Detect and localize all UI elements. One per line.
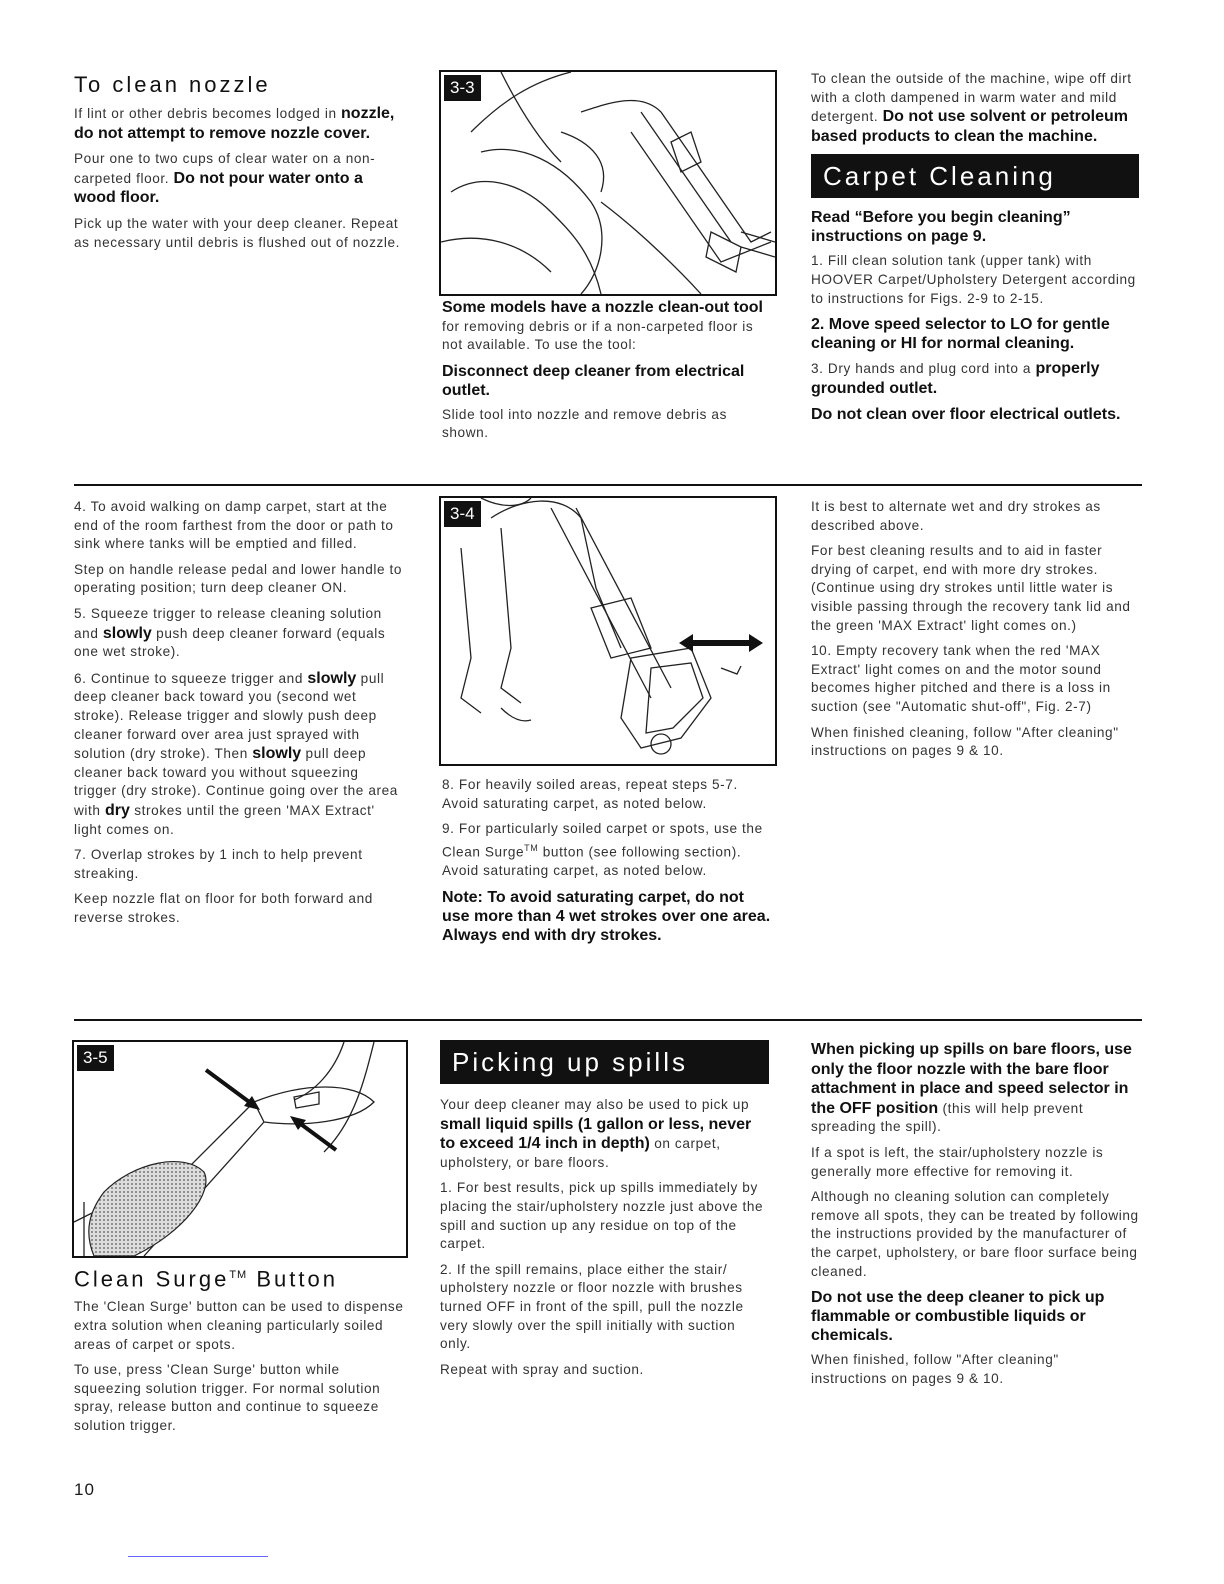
text: Button: [256, 1266, 338, 1292]
heading-clean-surge-button: [74, 1262, 404, 1292]
text: button (see following section). Avoid saturating carpet, as noted below.: [442, 844, 742, 878]
figure-3-4: [439, 496, 777, 766]
nozzle-tool-illustration: [441, 72, 775, 294]
mid-right-column: [811, 498, 1139, 768]
paragraph: [811, 1040, 1139, 1137]
paragraph: [440, 1096, 770, 1172]
bold-text: dry: [104, 801, 130, 819]
figure-label: 3-3: [444, 75, 481, 101]
paragraph: 10. Empty recovery tank when the red 'MAX Extract' light comes on and the motor sound becomes higher pitched and there is a loss in suction (see "Automatic shut-off", Fig. 2-7): [811, 643, 1111, 714]
bold-text: Do not use solvent or petroleum based products to clean the machine.: [811, 108, 1128, 145]
paragraph: Pick up the water with your deep cleaner. Repeat as necessary until debris is flushed out of nozzle.: [74, 215, 401, 250]
bold-text: slowly: [102, 624, 152, 642]
text: (this will help prevent spreading the spill).: [811, 1100, 1084, 1135]
paragraph: To use, press 'Clean Surge' button while squeezing solution trigger. For normal solution spray, release button and continue to squeeze solution trigger.: [74, 1362, 381, 1433]
mid-middle-column: [442, 776, 772, 951]
paragraph: Keep nozzle flat on floor for both forward and reverse strokes.: [74, 891, 373, 925]
figure-3-5: [72, 1040, 408, 1258]
banner-picking-up-spills: Picking up spills: [440, 1040, 769, 1084]
paragraph: Step on handle release pedal and lower handle to operating position; turn deep cleaner ON.: [74, 561, 403, 596]
page-number: 10: [74, 1480, 95, 1499]
text: pull deep cleaner back toward you without squeezing trigger (dry stroke). Continue going over the area with: [74, 746, 398, 818]
paragraph: When finished cleaning, follow "After cleaning" instructions on pages 9 & 10.: [811, 724, 1119, 759]
paragraph: Slide tool into nozzle and remove debris as shown.: [442, 406, 727, 441]
figure-label: 3-4: [444, 501, 481, 527]
paragraph: 8. For heavily soiled areas, repeat steps 5-7. Avoid saturating carpet, as noted below.: [442, 777, 738, 811]
paragraph: [74, 605, 404, 662]
bold-text: properly grounded outlet.: [811, 360, 1100, 397]
paragraph: [811, 359, 1139, 398]
paragraph: [74, 150, 404, 208]
paragraph: Note: To avoid saturating carpet, do not use more than 4 wet strokes over one area. Always end with dry strokes.: [442, 888, 771, 944]
paragraph: Disconnect deep cleaner from electrical outlet.: [442, 362, 745, 399]
paragraph: For best cleaning results and to aid in faster drying of carpet, end with more dry strokes. (Continue using dry strokes until little water is visible passing through the recovery tank lid and the green 'MAX Extract' light comes on.): [811, 543, 1131, 633]
clean-surge-button-illustration: [74, 1042, 406, 1256]
text: pull deep cleaner back toward you (second wet stroke). Release trigger and slowly push deep cleaner forward over area just sprayed with solution (dry stroke). Then: [74, 670, 385, 762]
bold-text: small liquid spills (1 gallon or less, never to exceed 1/4 inch in depth): [440, 1115, 752, 1153]
bold-text: slowly: [307, 669, 357, 687]
text: on carpet, upholstery, or bare floors.: [440, 1136, 721, 1170]
top-middle-column: [442, 298, 772, 450]
paragraph: Repeat with spray and suction.: [440, 1361, 644, 1377]
text: Your deep cleaner may also be used to pick up: [440, 1097, 750, 1112]
paragraph: 2. Move speed selector to LO for gentle cleaning or HI for normal cleaning.: [811, 316, 1110, 353]
paragraph: The 'Clean Surge' button can be used to dispense extra solution when cleaning particularly soiled areas of carpet or spots.: [74, 1299, 404, 1352]
paragraph: 7. Overlap strokes by 1 inch to help prevent streaking.: [74, 847, 363, 881]
text: Clean Surge: [74, 1266, 230, 1292]
text: If lint or other debris becomes lodged in: [74, 106, 337, 121]
text: Pour one to two cups of clear water on a non-carpeted floor.: [74, 151, 376, 186]
footer-line: [128, 1556, 268, 1557]
paragraph: Although no cleaning solution can completely remove all spots, they can be treated by following the instructions provided by the manufacturer of the carpet, upholstery, or bare floor surface being cleaned.: [811, 1189, 1139, 1279]
text: strokes until the green 'MAX Extract' light comes on.: [74, 802, 375, 837]
paragraph: Read “Before you begin cleaning” instructions on page 9.: [811, 209, 1071, 246]
paragraph: [74, 669, 404, 839]
section-divider: [74, 1019, 1142, 1021]
paragraph: [74, 104, 404, 143]
top-left-column: [74, 72, 404, 259]
heading-clean-nozzle: To clean nozzle: [74, 72, 271, 97]
figure-label: 3-5: [77, 1045, 114, 1071]
paragraph: [811, 70, 1139, 146]
text: 3. Dry hands and plug cord into a: [811, 361, 1032, 377]
bottom-left-column: [74, 1262, 404, 1442]
trademark-symbol: TM: [524, 842, 539, 853]
top-right-column: [811, 70, 1139, 430]
banner-carpet-cleaning: Carpet Cleaning: [811, 154, 1139, 198]
paragraph: 1. Fill clean solution tank (upper tank) with HOOVER Carpet/Upholstery Detergent according to instructions for Figs. 2-9 to 2-15.: [811, 253, 1136, 306]
paragraph: Do not use the deep cleaner to pick up flammable or combustible liquids or chemicals.: [811, 1289, 1105, 1345]
text: 6. Continue to squeeze trigger and: [74, 670, 303, 686]
text: To clean the outside of the machine, wipe off dirt with a cloth dampened in warm water and mild detergent.: [811, 71, 1132, 125]
paragraph: It is best to alternate wet and dry strokes as described above.: [811, 499, 1101, 533]
paragraph: When finished, follow "After cleaning" instructions on pages 9 & 10.: [811, 1352, 1059, 1386]
text: for removing debris or if a non-carpeted floor is not available. To use the tool:: [442, 318, 754, 353]
bold-text: Do not pour water onto a wood floor.: [74, 169, 363, 207]
trademark-symbol: TM: [229, 1269, 248, 1281]
paragraph: [442, 298, 772, 355]
paragraph: [442, 820, 772, 880]
bold-text: Some models have a nozzle clean-out tool: [442, 299, 763, 316]
paragraph: If a spot is left, the stair/upholstery nozzle is generally more effective for removing it.: [811, 1144, 1104, 1179]
deep-cleaner-stroke-illustration: [441, 498, 775, 764]
bold-text: nozzle, do not attempt to remove nozzle cover.: [74, 105, 395, 142]
text: push deep cleaner forward (equals one wet stroke).: [74, 625, 386, 660]
bold-text: When picking up spills on bare floors, use only the floor nozzle with the bare floor attachment in place and speed selector in the OFF position: [811, 1041, 1132, 1117]
figure-3-3: [439, 70, 777, 296]
paragraph: 2. If the spill remains, place either the stair/ upholstery nozzle or floor nozzle with brushes turned OFF in front of the spill, pull the nozzle very slowly over the spill initially with suction only.: [440, 1261, 744, 1352]
paragraph: 4. To avoid walking on damp carpet, start at the end of the room farthest from the door or path to sink where tanks will be emptied and filled.: [74, 499, 394, 552]
paragraph: 1. For best results, pick up spills immediately by placing the stair/upholstery nozzle just above the spill and suction up any residue on top of the carpet.: [440, 1180, 764, 1252]
mid-left-column: [74, 498, 404, 934]
bottom-right-column: [811, 1040, 1139, 1395]
bottom-middle-column: [440, 1040, 770, 1386]
paragraph: Do not clean over floor electrical outlets.: [811, 406, 1121, 424]
text: 5. Squeeze trigger to release cleaning solution and: [74, 605, 382, 641]
text: 9. For particularly soiled carpet or spots, use the Clean Surge: [442, 821, 763, 860]
section-divider: [74, 484, 1142, 486]
bold-text: slowly: [252, 745, 302, 763]
